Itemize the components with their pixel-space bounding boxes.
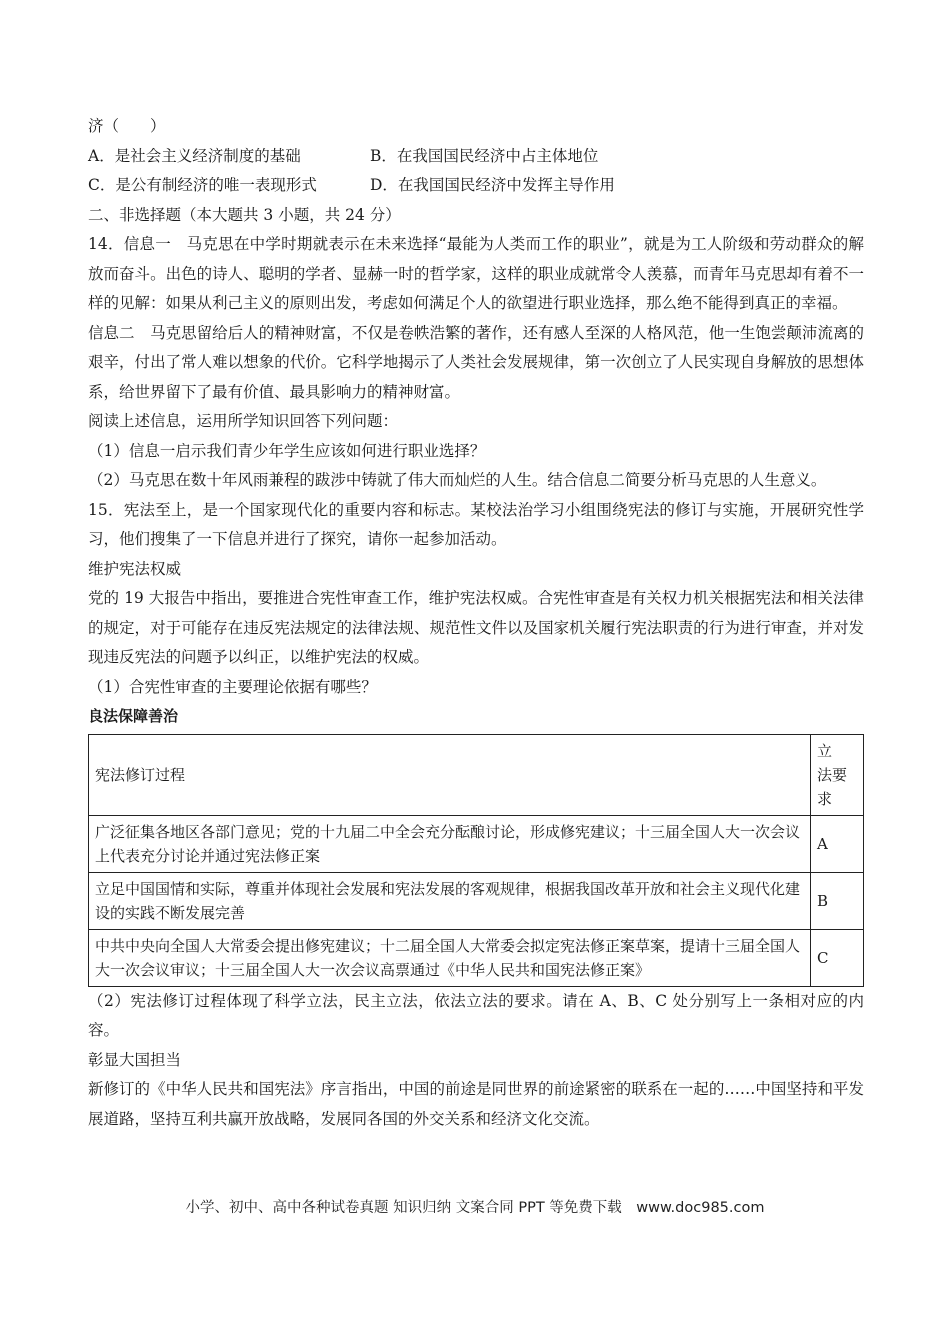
q13-tail: 济（ ） (88, 117, 166, 135)
constitution-table (88, 734, 864, 987)
q15-para1: 党的 19 大报告中指出，要推进合宪性审查工作，维护宪法权威。合宪性审查是有关权力机关根据宪法和相关法律的规定，对于可能存在违反宪法规定的法律法规、规范性文件以及国家机关履行宪法职责的行为进行审查，并对发现违反宪法的问题予以纠正，以维护宪法的权威。 (88, 589, 864, 666)
subsection-heading-2: 良法保障善治 (88, 707, 179, 725)
table-cell-text: 立足中国国情和实际，尊重并体现社会发展和宪法发展的客观规律，根据我国改革开放和社会主义现代化建设的实践不断发展完善 (89, 872, 811, 929)
table-cell-req: A (811, 815, 864, 872)
option-a: A．是社会主义经济制度的基础 (88, 146, 301, 165)
q15-sub1: （1）合宪性审查的主要理论依据有哪些？ (88, 677, 377, 696)
option-b: B．在我国国民经济中占主体地位 (370, 146, 599, 165)
table-row (89, 815, 864, 872)
footer-text: 小学、初中、高中各种试卷真题 知识归纳 文案合同 PPT 等免费下载 www.doc985.com (185, 1200, 765, 1216)
q15-intro: 15．宪法至上，是一个国家现代化的重要内容和标志。某校法治学习小组围绕宪法的修订与实施，开展研究性学习，他们搜集了一下信息并进行了探究，请你一起参加活动。 (88, 500, 864, 548)
table-cell-req: C (811, 929, 864, 986)
q14-info1: 14．信息一 马克思在中学时期就表示在未来选择“最能为人类而工作的职业”，就是为工人阶级和劳动群众的解放而奋斗。出色的诗人、聪明的学者、显赫一时的哲学家，这样的职业成就常令人羡慕，而青年马克思却有着不一样的见解：如果从利己主义的原则出发，考虑如何满足个人的欲望进行职业选择，那么绝不能得到真正的幸福。 (88, 235, 864, 312)
q14-info2: 信息二 马克思留给后人的精神财富，不仅是卷帙浩繁的著作，还有感人至深的人格风范，他一生饱尝颠沛流离的艰辛，付出了常人难以想象的代价。它科学地揭示了人类社会发展规律，第一次创立了人民实现自身解放的思想体系，给世界留下了最有价值、最具影响力的精神财富。 (88, 323, 864, 401)
table-header-process: 宪法修订过程 (89, 734, 811, 815)
q14-sub1: （1）信息一启示我们青少年学生应该如何进行职业选择？ (88, 441, 486, 460)
subsection-heading-3: 彰显大国担当 (88, 1050, 182, 1069)
option-c: C．是公有制经济的唯一表现形式 (88, 176, 317, 194)
q15-para3: 新修订的《中华人民共和国宪法》序言指出，中国的前途是同世界的前途紧密的联系在一起的……中国坚持和平发展道路，坚持互利共赢开放战略，发展同各国的外交关系和经济文化交流。 (88, 1080, 864, 1128)
q15-sub2: （2）宪法修订过程体现了科学立法，民主立法，依法立法的要求。请在 A、B、C 处分别写上一条相对应的内容。 (88, 991, 864, 1039)
table-cell-req: B (811, 872, 864, 929)
option-d: D．在我国国民经济中发挥主导作用 (370, 176, 615, 194)
table-row (89, 872, 864, 929)
table-row (89, 929, 864, 986)
q14-sub2: （2）马克思在数十年风雨兼程的跋涉中铸就了伟大而灿烂的人生。结合信息二简要分析马克思的人生意义。 (88, 471, 827, 489)
options-row-2 (88, 171, 864, 201)
table-cell-text: 中共中央向全国人大常委会提出修宪建议；十二届全国人大常委会拟定宪法修正案草案，提请十三届全国人大一次会议审议；十三届全国人大一次会议高票通过《中华人民共和国宪法修正案》 (89, 929, 811, 986)
options-row-1 (88, 142, 864, 172)
table-header-requirement: 立 法要求 (811, 734, 864, 815)
document-page (88, 112, 864, 1134)
subsection-heading-1: 维护宪法权威 (88, 559, 182, 578)
table-header-row (89, 734, 864, 815)
q14-prompt: 阅读上述信息，运用所学知识回答下列问题： (88, 412, 399, 430)
section-heading: 二、非选择题（本大题共 3 小题，共 24 分） (88, 205, 401, 224)
table-cell-text: 广泛征集各地区各部门意见；党的十九届二中全会充分酝酿讨论，形成修宪建议；十三届全国人大一次会议上代表充分讨论并通过宪法修正案 (89, 815, 811, 872)
